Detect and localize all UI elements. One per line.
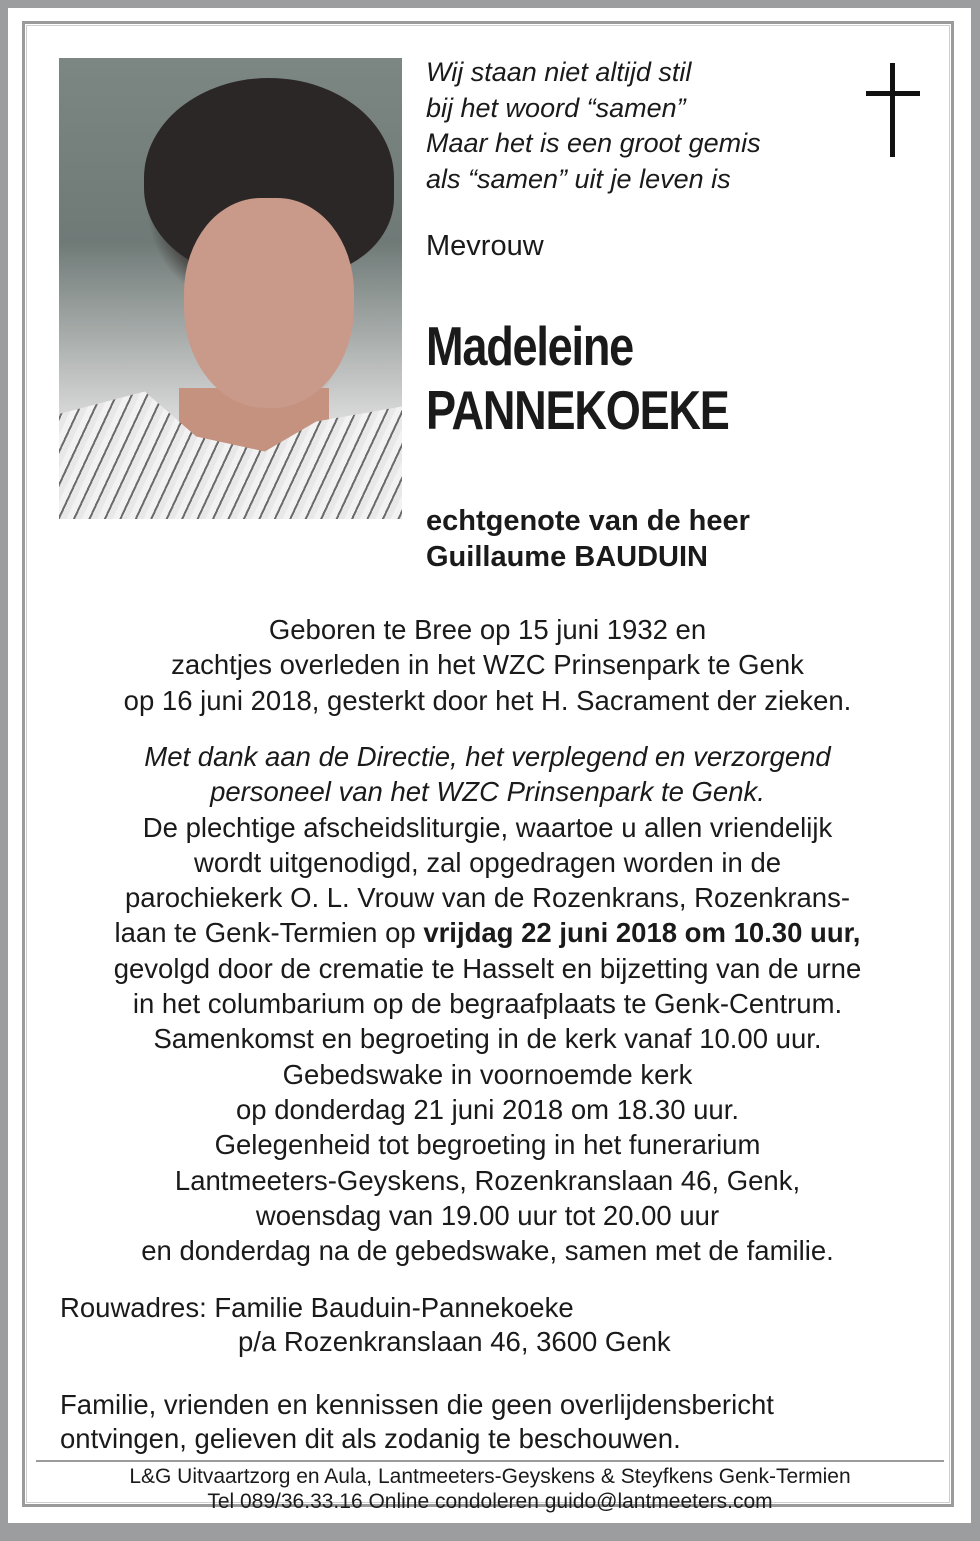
last-name: PANNEKOEKE bbox=[426, 379, 729, 441]
text-line bbox=[40, 915, 935, 950]
address-line: p/a Rozenkranslaan 46, 3600 Genk bbox=[238, 1326, 671, 1357]
spouse-name: Guillaume BAUDUIN bbox=[426, 541, 708, 573]
footer-line: L&G Uitvaartzorg en Aula, Lantmeeters-Geyskens & Steyfkens Genk-Termien bbox=[129, 1465, 851, 1488]
text-line: Familie, vrienden en kennissen die geen overlijdensbericht bbox=[60, 1389, 774, 1420]
text-line: parochiekerk O. L. Vrouw van de Rozenkrans, Rozenkrans- bbox=[124, 882, 851, 914]
footer-divider bbox=[36, 1460, 944, 1462]
mourning-address bbox=[60, 1291, 671, 1359]
text-line: op donderdag 21 juni 2018 om 18.30 uur. bbox=[235, 1093, 740, 1125]
text-line: De plechtige afscheidsliturgie, waartoe u allen vriendelijk bbox=[142, 811, 833, 843]
text-line: Gelegenheid tot begroeting in het funerarium bbox=[214, 1129, 761, 1161]
text-line: Gebedswake in voornoemde kerk bbox=[282, 1058, 693, 1090]
thanks-line: personeel van het WZC Prinsenpark te Genk. bbox=[210, 776, 765, 808]
text-line: in het columbarium op de begraafplaats te Genk-Centrum. bbox=[132, 988, 843, 1020]
thanks-line: Met dank aan de Directie, het verplegend en verzorgend bbox=[144, 741, 831, 772]
poem-line: als “samen” uit je leven is bbox=[426, 163, 731, 194]
text-line: Geboren te Bree op 15 juni 1932 en bbox=[268, 614, 707, 645]
text-line: Samenkomst en begroeting in de kerk vanaf 10.00 uur. bbox=[153, 1023, 822, 1055]
poem-line: bij het woord “samen” bbox=[426, 92, 686, 123]
text-line: en donderdag na de gebedswake, samen met de familie. bbox=[141, 1235, 834, 1267]
text-line: Lantmeeters-Geyskens, Rozenkranslaan 46, Genk, bbox=[174, 1164, 801, 1196]
spouse-info bbox=[426, 503, 750, 575]
text-line: op 16 juni 2018, gesterkt door het H. Sacrament der zieken. bbox=[123, 684, 852, 716]
poem-line: Wij staan niet altijd stil bbox=[426, 57, 692, 87]
text-line: wordt uitgenodigd, zal opgedragen worden in de bbox=[193, 846, 782, 878]
footer-contact: Tel 089/36.33.16 Online condoleren guido@lantmeeters.com bbox=[207, 1490, 773, 1513]
first-name: Madeleine bbox=[426, 315, 633, 377]
honorific: Mevrouw bbox=[426, 230, 544, 262]
text-fragment: laan te Genk-Termien op bbox=[114, 917, 424, 949]
deceased-name bbox=[426, 314, 729, 442]
text-line: gevolgd door de crematie te Hasselt en bijzetting van de urne bbox=[113, 952, 862, 984]
portrait-photo bbox=[59, 58, 402, 519]
ceremony-info bbox=[40, 739, 935, 1268]
funeral-date: vrijdag 22 juni 2018 om 10.30 uur, bbox=[423, 917, 861, 949]
funeral-home-footer bbox=[36, 1464, 944, 1514]
poem bbox=[426, 55, 761, 197]
address-line: Rouwadres: Familie Bauduin-Pannekoeke bbox=[60, 1292, 574, 1323]
cross-icon bbox=[866, 63, 920, 157]
photo-face bbox=[184, 198, 354, 408]
text-line: woensdag van 19.00 uur tot 20.00 uur bbox=[255, 1199, 720, 1231]
poem-line: Maar het is een groot gemis bbox=[426, 128, 761, 158]
birth-death-info bbox=[40, 612, 935, 718]
family-notice bbox=[60, 1388, 774, 1456]
spouse-line: echtgenote van de heer bbox=[426, 505, 750, 537]
text-line: ontvingen, gelieven dit als zodanig te beschouwen. bbox=[60, 1423, 681, 1454]
text-line: zachtjes overleden in het WZC Prinsenpark te Genk bbox=[171, 649, 804, 681]
